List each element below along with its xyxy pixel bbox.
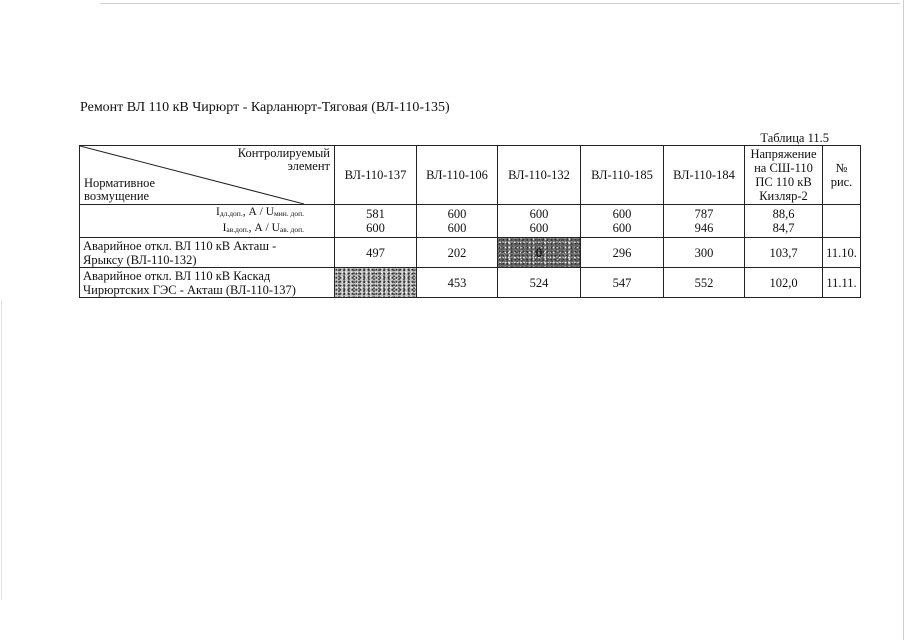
voltage-cell: 102,0: [745, 268, 823, 298]
scan-edge-left: [1, 300, 2, 600]
disconnected-element-cell: [335, 268, 417, 298]
row-label: Ярыксу (ВЛ-110-132): [83, 252, 197, 267]
current-cell: 296: [581, 238, 664, 268]
current-cell: 497: [335, 238, 417, 268]
header-text: на СШ-110: [754, 161, 813, 175]
limit-value: 88,6: [772, 207, 795, 221]
column-header: ВЛ-110-132: [498, 146, 581, 205]
disturbance-cell: [80, 268, 335, 298]
page-title: Ремонт ВЛ 110 кВ Чирюрт - Карланюрт-Тяговая (ВЛ-110-135): [80, 100, 450, 115]
limit-value: 600: [612, 207, 632, 221]
header-text: ПС 110 кВ: [755, 175, 812, 189]
table-row: [80, 238, 861, 268]
header-text: Контролируемый: [237, 146, 330, 160]
limit-value: 600: [447, 207, 467, 221]
column-header: ВЛ-110-106: [417, 146, 498, 205]
controlled-element-label: [238, 147, 330, 173]
limit-label-continuous: $I_{дл.доп.}$, А / $U_{мин. доп.}$: [215, 206, 304, 218]
current-cell: 552: [664, 268, 745, 298]
limit-value: 946: [694, 221, 714, 235]
header-text: Напряжение: [750, 147, 817, 161]
scan-edge-top: [100, 3, 900, 4]
header-text: рис.: [830, 175, 853, 189]
column-header: ВЛ-110-185: [581, 146, 664, 205]
limit-value-cell: [417, 205, 498, 238]
current-cell: 300: [664, 238, 745, 268]
column-header: ВЛ-110-184: [664, 146, 745, 205]
diagonal-header-cell: [80, 146, 335, 205]
limit-value-cell: [745, 205, 823, 238]
current-cell: 524: [498, 268, 581, 298]
disconnected-element-cell: [498, 238, 581, 268]
table-row: [80, 268, 861, 298]
limit-value: 787: [694, 207, 714, 221]
row-label: Аварийное откл. ВЛ 110 кВ Каскад: [83, 268, 271, 283]
figure-column-header: [823, 146, 861, 205]
current-cell: 453: [417, 268, 498, 298]
disturbance-cell: [80, 238, 335, 268]
header-text: Нормативное: [84, 176, 156, 190]
disturbance-label: [84, 177, 155, 203]
column-header: ВЛ-110-137: [335, 146, 417, 205]
limit-value: 600: [447, 221, 467, 235]
header-text: элемент: [287, 159, 330, 173]
limits-label-cell: [80, 205, 335, 238]
table-header-row: [80, 146, 861, 205]
limit-value-cell: [498, 205, 581, 238]
limit-value: 600: [612, 221, 632, 235]
figure-ref-cell: 11.11.: [823, 268, 861, 298]
current-value: 0: [535, 245, 543, 260]
limit-value-cell: [581, 205, 664, 238]
limit-value: 600: [529, 221, 549, 235]
limit-value: 581: [366, 207, 385, 221]
row-label: Чирюртских ГЭС - Акташ (ВЛ-110-137): [83, 282, 296, 297]
table-caption: Таблица 11.5: [760, 131, 829, 145]
limit-value: 600: [366, 221, 385, 235]
row-label: Аварийное откл. ВЛ 110 кВ Акташ -: [83, 238, 277, 253]
header-text: возмущение: [84, 189, 150, 203]
limit-label-emergency: $I_{ав.доп.}$, А / $U_{ав. доп.}$: [222, 222, 304, 234]
header-text: №: [835, 161, 848, 175]
voltage-cell: 103,7: [745, 238, 823, 268]
limit-value: 600: [529, 207, 549, 221]
limits-row: [80, 205, 861, 238]
voltage-column-header: [745, 146, 823, 205]
current-cell: 202: [417, 238, 498, 268]
header-text: Кизляр-2: [759, 189, 808, 203]
limit-value-cell: [335, 205, 417, 238]
empty-cell: [823, 205, 861, 238]
results-table: [79, 145, 861, 298]
current-cell: 547: [581, 268, 664, 298]
limit-value: 84,7: [772, 221, 795, 235]
figure-ref-cell: 11.10.: [823, 238, 861, 268]
limit-value-cell: [664, 205, 745, 238]
scan-edge-right: [903, 0, 904, 640]
